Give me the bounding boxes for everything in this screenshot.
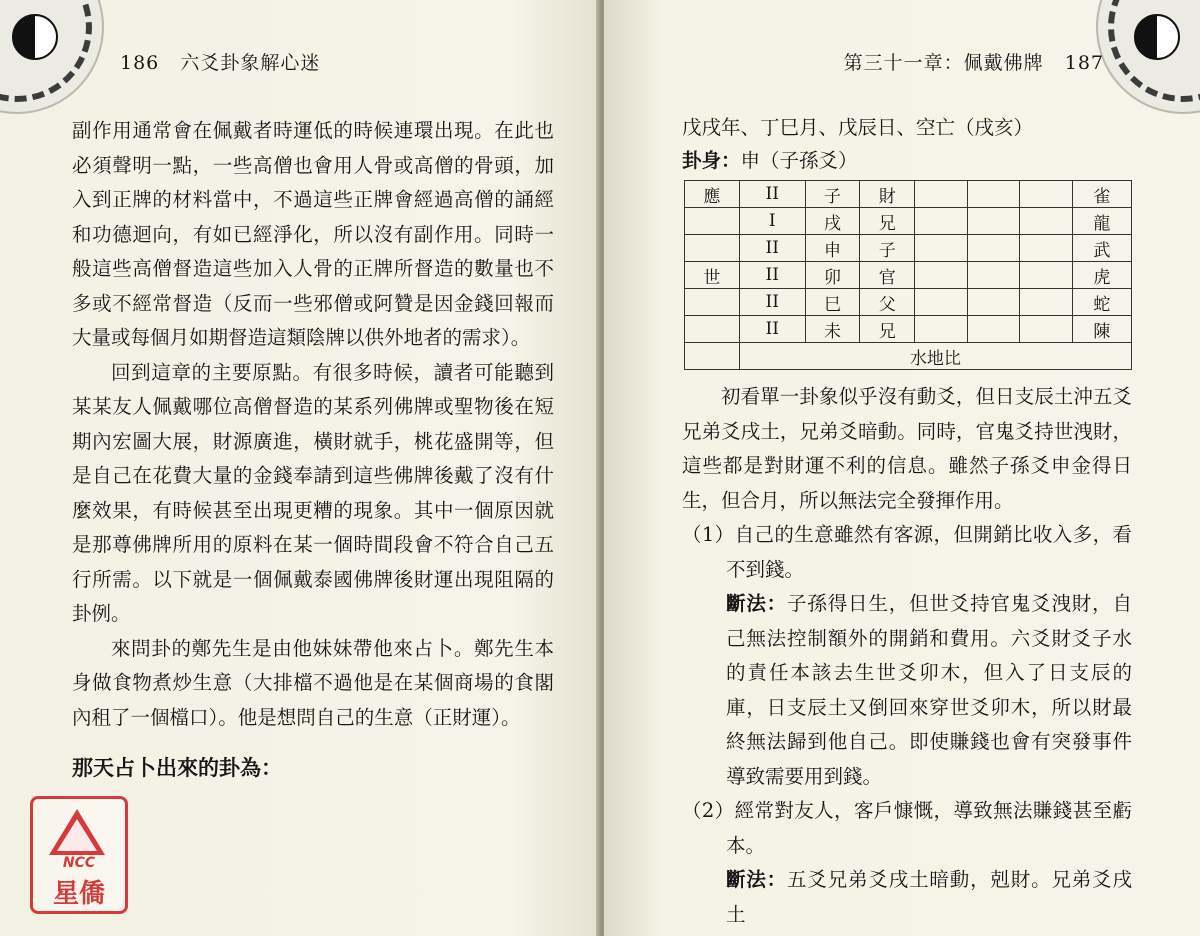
table-cell: 應 xyxy=(685,181,740,208)
table-cell: II xyxy=(739,235,805,262)
table-cell: 申 xyxy=(805,235,860,262)
table-cell: 陳 xyxy=(1072,316,1131,343)
yin-yang-ornament-icon xyxy=(1096,0,1200,114)
right-page-number: 187 xyxy=(1064,52,1104,74)
table-cell: 官 xyxy=(860,262,915,289)
table-cell: 子 xyxy=(805,181,860,208)
table-cell: 財 xyxy=(860,181,915,208)
table-cell: 武 xyxy=(1072,235,1131,262)
yin-yang-ornament-icon xyxy=(0,0,104,114)
table-cell xyxy=(915,262,968,289)
table-row xyxy=(685,343,1132,370)
right-page xyxy=(604,0,1200,936)
right-page-header xyxy=(830,48,1104,75)
table-cell: II xyxy=(739,262,805,289)
list-item-text: 自己的生意雖然有客源，但開銷比收入多，看不到錢。 xyxy=(726,523,1132,581)
table-cell xyxy=(967,316,1020,343)
triangle-icon xyxy=(49,809,105,855)
table-cell xyxy=(967,289,1020,316)
left-running-title: 六爻卦象解心迷 xyxy=(180,52,321,74)
table-cell: 父 xyxy=(860,289,915,316)
table-cell: 世 xyxy=(685,262,740,289)
verdict-text: 子孫得日生，但世爻持官鬼爻洩財，自己無法控制額外的開銷和費用。六爻財爻子水的責任本該去生世爻卯木，但入了日支辰的庫，日支辰土又倒回來穿世爻卯木，所以財最終無法歸到他自己。即使賺錢也會有突發事件導致需要用到錢。 xyxy=(726,592,1132,788)
table-cell xyxy=(1020,262,1073,289)
analysis-paragraph: 初看單一卦象似乎沒有動爻，但日支辰土沖五爻兄弟爻戌土，兄弟爻暗動。同時，官鬼爻持世洩財，這些都是對財運不利的信息。雖然子孫爻申金得日生，但合月，所以無法完全發揮作用。 xyxy=(682,385,1132,512)
paragraph-3: 來問卦的鄭先生是由他妹妹帶他來占卜。鄭先生本身做食物煮炒生意（大排檔不過他是在某個商場的食閣內租了一個檔口）。他是想問自己的生意（正財運）。 xyxy=(72,636,554,729)
table-cell: 兄 xyxy=(860,208,915,235)
table-cell xyxy=(1020,208,1073,235)
right-running-title: 第三十一章：佩戴佛牌 xyxy=(843,52,1044,74)
list-item-text: 經常對友人，客戶慷慨，導致無法賺錢甚至虧本。 xyxy=(726,799,1132,857)
table-cell xyxy=(685,316,740,343)
table-cell xyxy=(915,235,968,262)
table-cell: 兄 xyxy=(860,316,915,343)
table-row xyxy=(685,208,1132,235)
table-cell: 未 xyxy=(805,316,860,343)
left-page-number: 186 xyxy=(120,52,160,74)
date-line: 戊戌年、丁巳月、戊辰日、空亡（戌亥） xyxy=(682,116,1034,139)
paragraph-1: 副作用通常會在佩戴者時運低的時候連環出現。在此也必須聲明一點，一些高僧也會用人骨或高僧的骨頭，加入到正牌的材料當中，不過這些正牌會經過高僧的誦經和功德迴向，有如已經淨化，所以沒有副作用。同時一般這些高僧督造這些加入人骨的正牌所督造的數量也不多或不經常督造（反而一些邪僧或阿贊是因金錢回報而大量或每個月如期督造這類陰牌以供外地者的需求）。 xyxy=(72,119,554,349)
hexagram-heading: 那天占卜出來的卦為： xyxy=(72,756,282,780)
paragraph-2: 回到這章的主要原點。有很多時候，讀者可能聽到某某友人佩戴哪位高僧督造的某系列佛牌或聖物後在短期內宏圖大展，財源廣進，橫財就手，桃花盛開等，但是自己在花費大量的金錢奉請到這些佛牌後戴了沒有什麼效果，有時候甚至出現更糟的現象。其中一個原因就是那尊佛牌所用的原料在某一個時間段會不符合自己五行所需。以下就是一個佩戴泰國佛牌後財運出現阻隔的卦例。 xyxy=(72,360,554,625)
hexagram-name: 水地比 xyxy=(739,343,1131,370)
table-cell xyxy=(915,181,968,208)
table-cell: 蛇 xyxy=(1072,289,1131,316)
list-marker: （2） xyxy=(682,799,735,822)
table-cell xyxy=(685,343,740,370)
table-row xyxy=(685,316,1132,343)
table-cell xyxy=(1020,289,1073,316)
right-page-body xyxy=(682,380,1132,932)
table-cell: II xyxy=(739,181,805,208)
ncc-stamp-logo xyxy=(30,796,128,914)
stamp-logo-text: NCC xyxy=(62,855,96,871)
table-cell xyxy=(685,235,740,262)
stamp-name: 星僑 xyxy=(52,879,105,909)
table-cell xyxy=(915,316,968,343)
table-cell xyxy=(967,181,1020,208)
verdict xyxy=(682,587,1132,794)
table-cell xyxy=(915,289,968,316)
table-cell xyxy=(967,208,1020,235)
verdict-label: 斷法： xyxy=(726,868,788,891)
table-cell xyxy=(685,289,740,316)
table-cell: 戌 xyxy=(805,208,860,235)
hexagram-body-label: 卦身： xyxy=(682,149,741,172)
table-row xyxy=(685,235,1132,262)
left-page-body xyxy=(72,114,554,786)
table-cell: 子 xyxy=(860,235,915,262)
table-cell xyxy=(967,262,1020,289)
table-cell: I xyxy=(739,208,805,235)
table-cell xyxy=(915,208,968,235)
table-cell: 巳 xyxy=(805,289,860,316)
hexagram-body-line xyxy=(682,145,858,173)
table-cell xyxy=(1020,181,1073,208)
table-cell: 雀 xyxy=(1072,181,1131,208)
list-marker: （1） xyxy=(682,523,735,546)
table-cell xyxy=(1020,235,1073,262)
table-cell: 卯 xyxy=(805,262,860,289)
verdict-label: 斷法： xyxy=(726,592,788,615)
list-item xyxy=(682,518,1132,587)
table-cell: II xyxy=(739,289,805,316)
table-cell: II xyxy=(739,316,805,343)
table-cell xyxy=(1020,316,1073,343)
list-item xyxy=(682,794,1132,863)
hexagram-body-value: 申（子孫爻） xyxy=(740,149,858,172)
table-cell: 龍 xyxy=(1072,208,1131,235)
table-cell: 虎 xyxy=(1072,262,1131,289)
left-page-header xyxy=(120,48,334,75)
table-cell xyxy=(685,208,740,235)
verdict xyxy=(682,863,1132,932)
table-row xyxy=(685,262,1132,289)
table-row xyxy=(685,181,1132,208)
table-cell xyxy=(967,235,1020,262)
table-row xyxy=(685,289,1132,316)
hexagram-table xyxy=(684,180,1132,370)
verdict-text: 五爻兄弟爻戌土暗動，剋財。兄弟爻戌土 xyxy=(726,868,1132,926)
